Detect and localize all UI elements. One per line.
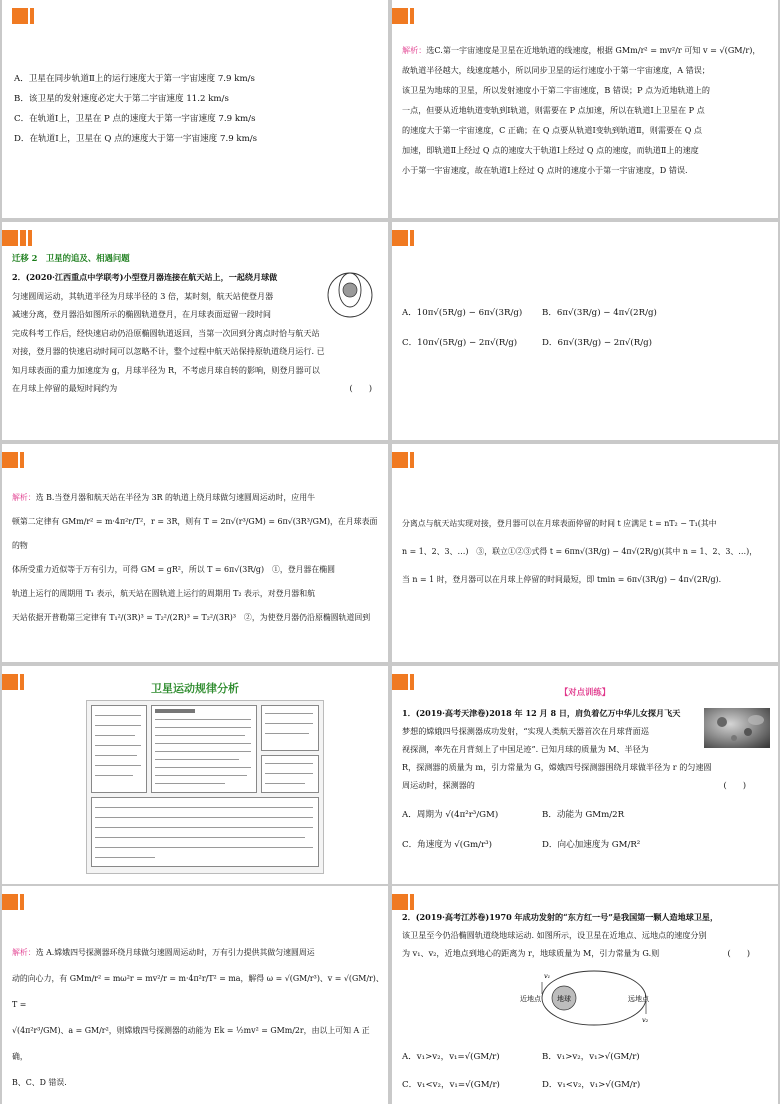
line: 体所受重力近似等于万有引力，可得 GM = gR²，所以 T = 6π√(3R/g) ①，登月器在椭圆 xyxy=(12,565,336,574)
section-heading: 迁移 2 卫星的追及、相遇问题 xyxy=(12,253,130,263)
line: 加速，即轨道Ⅱ上经过 Q 点的速度大于轨道Ⅰ上经过 Q 点的速度，而轨道Ⅱ上的速度 xyxy=(402,145,699,155)
slide-4 xyxy=(392,222,778,440)
slide-3 xyxy=(2,222,388,440)
line: √(4π²r³/GM)、a = GM/r²，则嫦娥四号探测器的动能为 Ek = ½mv² = GMm/2r，由以上可知 A 正确， xyxy=(12,1026,370,1061)
orbit-figure xyxy=(324,270,376,320)
analysis-label: 解析： xyxy=(12,948,36,957)
line: 选 B.当登月器和航天站在半径为 3R 的轨道上绕月球做匀速圆周运动时，应用牛 xyxy=(35,493,315,502)
line: 选 A.嫦娥四号探测器环绕月球做匀速圆周运动时，万有引力提供其做匀速圆周运 xyxy=(35,948,315,957)
problem-text xyxy=(402,908,772,962)
option-a: A．周期为 √(4π²r³/GM) xyxy=(402,810,499,820)
option-c: C．10π√(5R/g) − 2π√(R/g) xyxy=(402,338,518,348)
analysis-label: 解析： xyxy=(12,493,36,502)
option-b: B．6π√(3R/g) − 4π√(2R/g) xyxy=(542,308,657,318)
answer-paren: ( ) xyxy=(349,383,372,393)
line: 一点，但要从近地轨道变轨到Ⅰ轨道，则需要在 P 点加速，所以在轨道Ⅰ上卫星在 P 点 xyxy=(402,105,705,115)
earth-label: 地球 xyxy=(557,995,571,1003)
line: 故轨道半径越大，线速度越小，所以同步卫星的运行速度小于第一宇宙速度，A 错误； xyxy=(402,65,710,75)
line: 轨道上运行的周期用 T₁ 表示，航天站在圆轨道上运行的周期用 T₂ 表示，对登月器和航 xyxy=(12,589,316,598)
line: 选C.第一宇宙速度是卫星在近地轨道的线速度，根据 GMm/r² = mv²/r 可知 v = √(GM/r)， xyxy=(426,45,761,55)
line: B、C、D 错误. xyxy=(12,1078,67,1087)
line: 1．(2019·高考天津卷)2018 年 12 月 8 日，肩负着亿万中华儿女探月飞天 xyxy=(402,708,681,718)
slide-7 xyxy=(2,666,388,884)
slide-1 xyxy=(2,0,388,218)
slide-10 xyxy=(392,886,778,1104)
line: 为 v₁、v₂，近地点到地心的距离为 r，地球质量为 M，引力常量为 G.则 xyxy=(402,948,660,958)
option-c: C．角速度为 √(Gm/r³) xyxy=(402,840,492,850)
slide-title: 卫星运动规律分析 xyxy=(151,682,239,695)
line: 该卫星至今仍沿椭圆轨道绕地球运动. 如图所示，设卫星在近地点、远地点的速度分别 xyxy=(402,930,707,940)
line: 2．(2020·江西重点中学联考)小型登月器连接在航天站上，一起绕月球做 xyxy=(12,272,278,282)
near-point-label: 近地点 xyxy=(520,995,541,1003)
option-d: D．向心加速度为 GM/R² xyxy=(542,840,641,850)
slide-6 xyxy=(392,444,778,662)
line: 动的向心力，有 GMm/r² = mω²r = mv²/r = m·4π²r/T² = ma，解得 ω = √(GM/r³)、v = √(GM/r)、T = xyxy=(12,974,384,1009)
v1-label: v₁ xyxy=(544,972,551,980)
analysis-text xyxy=(12,940,384,1096)
option-d: D．6π√(3R/g) − 2π√(R/g) xyxy=(542,338,652,348)
line: 知月球表面的重力加速度为 g，月球半径为 R，不考虑月球自转的影响，则登月器可以 xyxy=(12,364,320,375)
option-d: D．v₁<v₂，v₁>√(GM/r) xyxy=(542,1080,641,1090)
line: 小于第一宇宙速度，故在轨道Ⅰ上经过 Q 点时的速度小于第一宇宙速度，D 错误. xyxy=(402,165,688,175)
option-b: B．该卫星的发射速度必定大于第二宇宙速度 11.2 km/s xyxy=(14,94,229,104)
analysis-label: 解析： xyxy=(402,45,427,55)
thumbnail-summary-image xyxy=(86,700,324,874)
line: 视探测，率先在月背刻上了中国足迹”. 已知月球的质量为 M、半径为 xyxy=(402,744,649,754)
line: 分离点与航天站实现对接，登月器可以在月球表面停留的时间 t 应满足 t = nT₂ − T₁(其中 xyxy=(402,519,717,528)
line: 的速度大于第一宇宙速度，C 正确；在 Q 点要从轨道Ⅰ变轨到轨道Ⅱ，则需要在 Q 点 xyxy=(402,125,703,135)
moon-surface-photo xyxy=(704,708,770,748)
satellite-orbit-figure xyxy=(518,964,658,1030)
answer-paren: ( ) xyxy=(723,780,746,790)
option-c: C．v₁<v₂，v₁=√(GM/r) xyxy=(402,1080,500,1090)
line: 2．(2019·高考江苏卷)1970 年成功发射的“东方红一号”是我国第一颗人造地球卫星， xyxy=(402,912,719,922)
line: 对接，登月器的快速启动时间可以忽略不计，整个过程中航天站保持原轨道绕月运行. 已 xyxy=(12,346,325,356)
line: 顿第二定律有 GMm/r² = m·4π²r/T²，r = 3R，则有 T = 2π√(r³/GM) = 6π√(3R³/GM)，在月球表面的物 xyxy=(12,517,378,550)
line: 匀速圆周运动，其轨道半径为月球半径的 3 倍，某时刻，航天站使登月器 xyxy=(12,290,274,301)
option-b: B．动能为 GMm/2R xyxy=(542,810,625,820)
practice-tag: 【对点训练】 xyxy=(559,687,611,697)
option-a: A．v₁>v₂，v₁=√(GM/r) xyxy=(402,1052,500,1062)
slide-5 xyxy=(2,444,388,662)
option-b: B．v₁>v₂，v₁>√(GM/r) xyxy=(542,1052,640,1062)
far-point-label: 远地点 xyxy=(628,995,649,1003)
line: 天站依据开普勒第三定律有 T₁²/(3R)³ = T₂²/(2R)³ = T₂²/(3R)³ ②，为使登月器仍沿原椭圆轨道回到 xyxy=(12,613,371,622)
line: 该卫星为地球的卫星，所以发射速度小于第二宇宙速度，B 错误；P 点为近地轨道上的 xyxy=(402,85,710,95)
analysis-text xyxy=(402,40,772,180)
line: R，探测器的质量为 m，引力常量为 G，嫦娥四号探测器围绕月球做半径为 r 的匀速圆 xyxy=(402,762,712,772)
line: 当 n = 1 时，登月器可以在月球上停留的时间最短，即 tmin = 6π√(3R/g) − 4π√(2R/g). xyxy=(402,575,722,584)
option-c: C．在轨道Ⅰ上，卫星在 P 点的速度大于第一宇宙速度 7.9 km/s xyxy=(14,114,256,124)
line: 梦想的嫦娥四号探测器成功发射，“实现人类航天器首次在月球背面巡 xyxy=(402,726,649,736)
line: n = 1、2、3、…) ③，联立①②③式得 t = 6πn√(3R/g) − 4π√(2R/g)(其中 n = 1、2、3、…)， xyxy=(402,547,758,556)
line: 完成科考工作后，经快速启动仍沿原椭圆轨道返回，当第一次回到分离点时恰与航天站 xyxy=(12,327,320,338)
v2-label: v₂ xyxy=(642,1016,649,1024)
line: 减速分离，登月器沿如图所示的椭圆轨道登月，在月球表面逗留一段时间 xyxy=(12,309,272,319)
line: 在月球上停留的最短时间约为 xyxy=(12,383,118,393)
option-a: A．卫星在同步轨道Ⅱ上的运行速度大于第一宇宙速度 7.9 km/s xyxy=(14,74,255,84)
slide-2 xyxy=(392,0,778,218)
line: 周运动时，探测器的 xyxy=(402,780,475,790)
option-a: A．10π√(5R/g) − 6π√(3R/g) xyxy=(402,308,523,318)
answer-paren: ( ) xyxy=(727,948,750,958)
analysis-text-continued xyxy=(402,510,774,594)
slide-9 xyxy=(2,886,388,1104)
option-d: D．在轨道Ⅰ上，卫星在 Q 点的速度大于第一宇宙速度 7.9 km/s xyxy=(14,134,258,144)
slide-8 xyxy=(392,666,778,884)
analysis-text xyxy=(12,486,384,630)
